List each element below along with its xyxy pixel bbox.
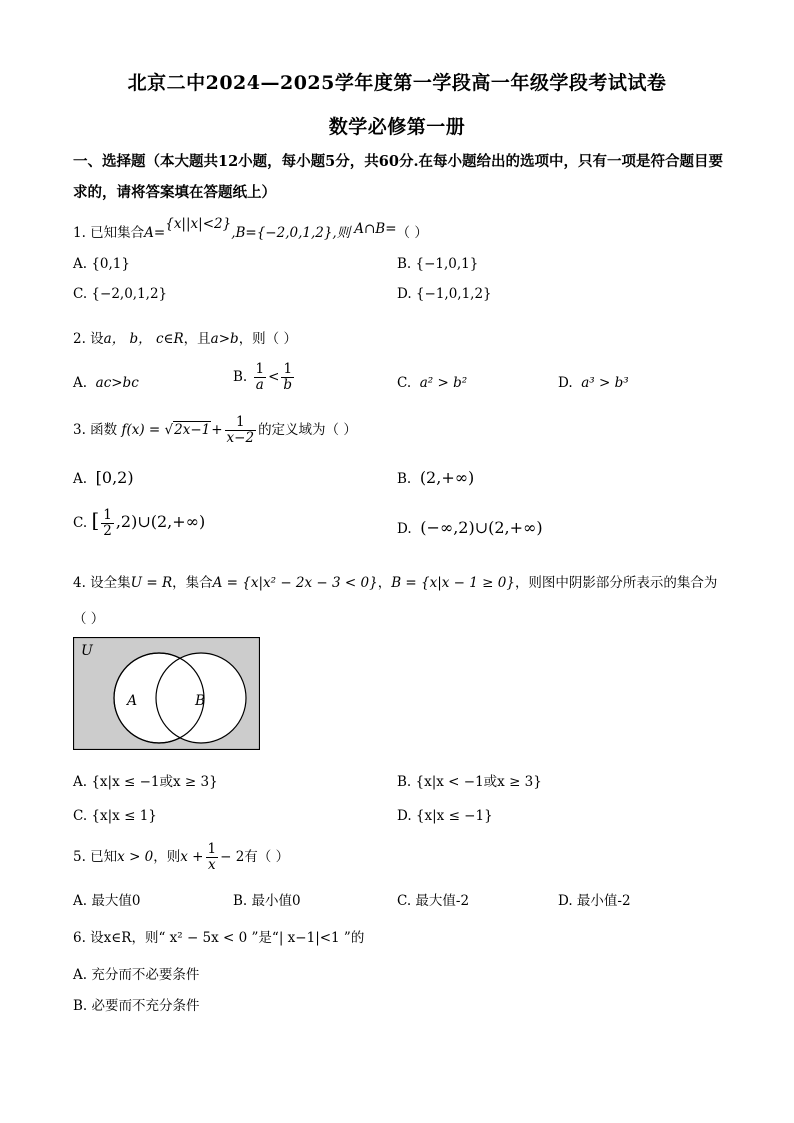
exam-title: 北京二中2024—2025学年度第一学段高一年级学段考试试卷 — [127, 72, 667, 94]
question-2-option-a: A. ac>bc — [73, 375, 139, 391]
question-4-option-a: A. {x|x ≤ −1或x ≥ 3} — [73, 774, 218, 790]
fraction-1-over-x-minus-2: $\frac{1}{x-2}$ — [226, 414, 255, 446]
fraction-1-over-b: $\frac{1}{b}$ — [283, 361, 293, 393]
question-1-option-d: D. {−1,0,1,2} — [397, 286, 492, 302]
question-4-option-b: B. {x|x < −1或x ≥ 3} — [397, 774, 542, 790]
question-4-option-d: D. {x|x ≤ −1} — [397, 808, 493, 824]
question-1-stem: 1. 已知集合A={x||x|<2},B={−2,0,1,2},则 A∩B=（ ） — [73, 216, 428, 241]
question-3-option-d: D. (−∞,2)∪(2,+∞) — [397, 518, 543, 537]
venn-diagram — [73, 637, 260, 750]
question-3-option-c: C. [ $\frac{1}{2}$ ,2)∪(2,+∞) — [73, 507, 206, 539]
question-4-paren: （ ） — [73, 611, 105, 627]
sqrt-expression: 2x−1 — [174, 422, 211, 438]
venn-label-a: A — [127, 693, 138, 709]
venn-label-b: B — [195, 693, 206, 709]
question-3-option-b: B. (2,+∞) — [397, 468, 475, 487]
question-3-option-a: A. [0,2) — [73, 468, 134, 487]
question-6-stem: 6. 设x∈R，则“ x² − 5x < 0 ”是“| x−1|<1 ”的 — [73, 930, 365, 946]
set-a-expression: {x||x|<2} — [165, 216, 232, 232]
question-5-option-c: C. 最大值-2 — [397, 893, 470, 909]
question-6-option-a: A. 充分而不必要条件 — [73, 967, 200, 983]
question-3-stem: 3. 函数 f(x) = √2x−1+ $\frac{1}{x-2}$ 的定义域为（ ） — [73, 414, 357, 446]
question-5-option-d: D. 最小值-2 — [558, 893, 631, 909]
question-1-option-b: B. {−1,0,1} — [397, 256, 479, 272]
question-1-option-a: A. {0,1} — [73, 256, 130, 272]
fraction-1-over-x: $\frac{1}{x}$ — [207, 841, 217, 873]
question-2-stem: 2. 设a， b， c∈R，且a>b，则（ ） — [73, 331, 297, 347]
question-2-option-d: D. a³ > b³ — [558, 375, 629, 391]
question-2-option-b: B. $\frac{1}{a}$ < $\frac{1}{b}$ — [233, 361, 293, 393]
question-1-option-c: C. {−2,0,1,2} — [73, 286, 168, 302]
section-heading: 一、选择题（本大题共12小题，每小题5分，共60分.在每小题给出的选项中，只有一项是符合题目要求的，请将答案填在答题纸上） — [73, 153, 723, 201]
question-2-option-c: C. a² > b² — [397, 375, 468, 391]
question-6-option-b: B. 必要而不充分条件 — [73, 998, 200, 1014]
venn-label-u: U — [81, 643, 93, 659]
question-5-option-a: A. 最大值0 — [73, 893, 141, 909]
fraction-1-over-2: $\frac{1}{2}$ — [103, 507, 112, 539]
question-5-option-b: B. 最小值0 — [233, 893, 301, 909]
question-5-stem: 5. 已知x > 0，则x + $\frac{1}{x}$ − 2有（ ） — [73, 841, 290, 873]
question-4-option-c: C. {x|x ≤ 1} — [73, 808, 157, 824]
fraction-1-over-a: $\frac{1}{a}$ — [255, 361, 265, 393]
question-4-stem: 4. 设全集U = R，集合A = {x|x² − 2x − 3 < 0}，B = {x|x − 1 ≥ 0}，则图中阴影部分所表示的集合为 — [73, 575, 718, 591]
exam-subtitle: 数学必修第一册 — [328, 116, 466, 138]
